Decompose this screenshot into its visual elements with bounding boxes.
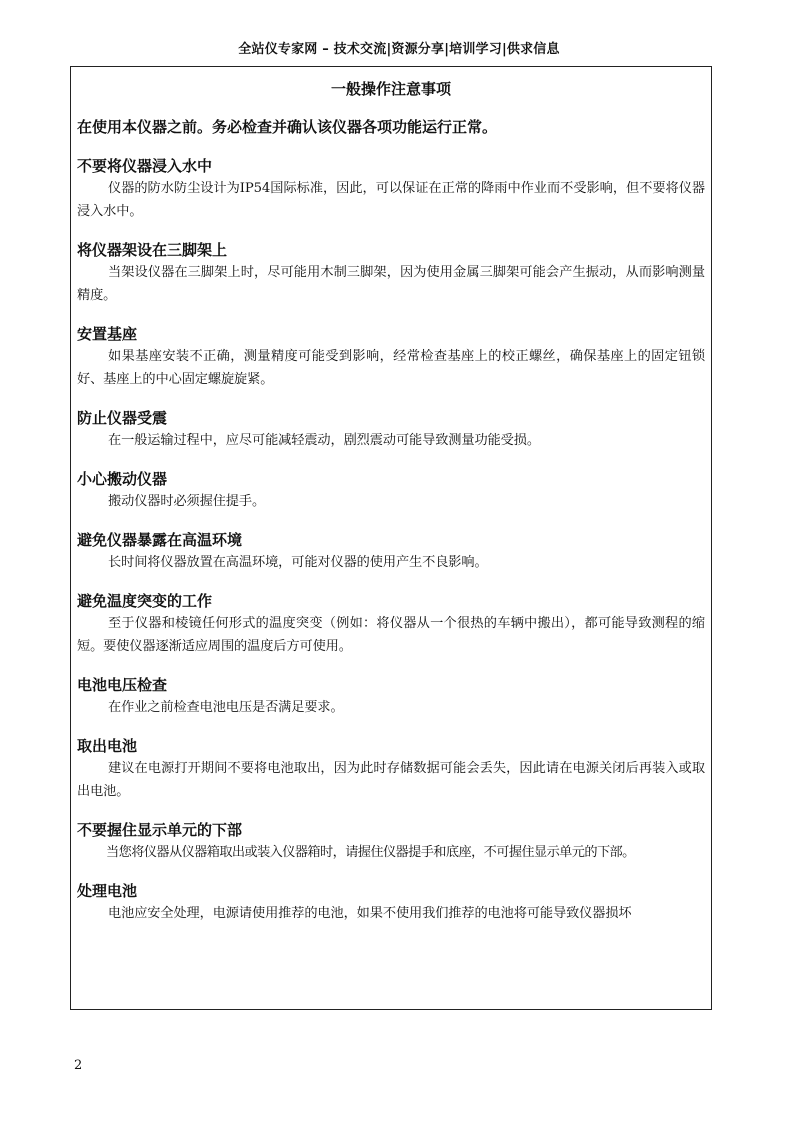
section-title: 将仪器架设在三脚架上 — [77, 241, 228, 259]
site-header: 全站仪专家网 – 技术交流|资源分享|培训学习|供求信息 — [238, 42, 560, 57]
section-tripod — [77, 239, 705, 307]
section-battery-remove — [77, 735, 705, 803]
section-body: 当架设仪器在三脚架上时，尽可能用木制三脚架，因为使用金属三脚架可能会产生振动，从而影响测量精度。 — [77, 265, 705, 303]
section-title: 不要将仪器浸入水中 — [77, 157, 213, 175]
section-title: 小心搬动仪器 — [77, 470, 168, 488]
intro-statement: 在使用本仪器之前。务必检查并确认该仪器各项功能运行正常。 — [77, 118, 498, 136]
section-battery-disposal — [77, 880, 705, 925]
section-title: 安置基座 — [77, 325, 138, 343]
section-water — [77, 155, 705, 223]
section-heat — [77, 529, 705, 574]
section-title: 不要握住显示单元的下部 — [77, 821, 243, 839]
section-body: 电池应安全处理，电源请使用推荐的电池，如果不使用我们推荐的电池将可能导致仪器损坏 — [108, 906, 632, 921]
notice-box — [70, 66, 712, 1010]
section-title: 避免温度突变的工作 — [77, 592, 213, 610]
section-body: 仪器的防水防尘设计为IP54国际标准，因此，可以保证在正常的降雨中作业而不受影响，但不要将仪器浸入水中。 — [77, 181, 705, 219]
section-body: 搬动仪器时必须握住提手。 — [108, 494, 266, 509]
section-body: 如果基座安装不正确，测量精度可能受到影响，经常检查基座上的校正螺丝，确保基座上的固定钮锁好、基座上的中心固定螺旋旋紧。 — [77, 349, 705, 387]
section-tribrach — [77, 323, 705, 391]
section-body: 长时间将仪器放置在高温环境，可能对仪器的使用产生不良影响。 — [108, 555, 488, 570]
section-title: 取出电池 — [77, 737, 138, 755]
section-body: 在一般运输过程中，应尽可能减轻震动，剧烈震动可能导致测量功能受损。 — [108, 433, 540, 448]
section-body: 建议在电源打开期间不要将电池取出，因为此时存储数据可能会丢失，因此请在电源关闭后再装入或取出电池。 — [77, 761, 705, 799]
section-carry — [77, 468, 705, 513]
section-shock — [77, 407, 705, 452]
section-display-unit — [77, 819, 705, 864]
section-title: 避免仪器暴露在高温环境 — [77, 531, 243, 549]
page-number: 2 — [74, 1058, 83, 1073]
section-body: 当您将仪器从仪器箱取出或装入仪器箱时，请握住仪器提手和底座，不可握住显示单元的下部。 — [106, 845, 635, 860]
section-body: 至于仪器和棱镜任何形式的温度突变（例如：将仪器从一个很热的车辆中搬出），都可能导致测程的缩短。要使仪器逐渐适应周围的温度后方可使用。 — [77, 616, 705, 654]
section-title: 防止仪器受震 — [77, 409, 168, 427]
section-temperature — [77, 590, 705, 658]
section-title: 处理电池 — [77, 882, 138, 900]
section-title: 电池电压检查 — [77, 676, 168, 694]
section-body: 在作业之前检查电池电压是否满足要求。 — [108, 700, 344, 715]
document-title: 一般操作注意事项 — [330, 80, 451, 98]
section-battery-check — [77, 674, 705, 719]
